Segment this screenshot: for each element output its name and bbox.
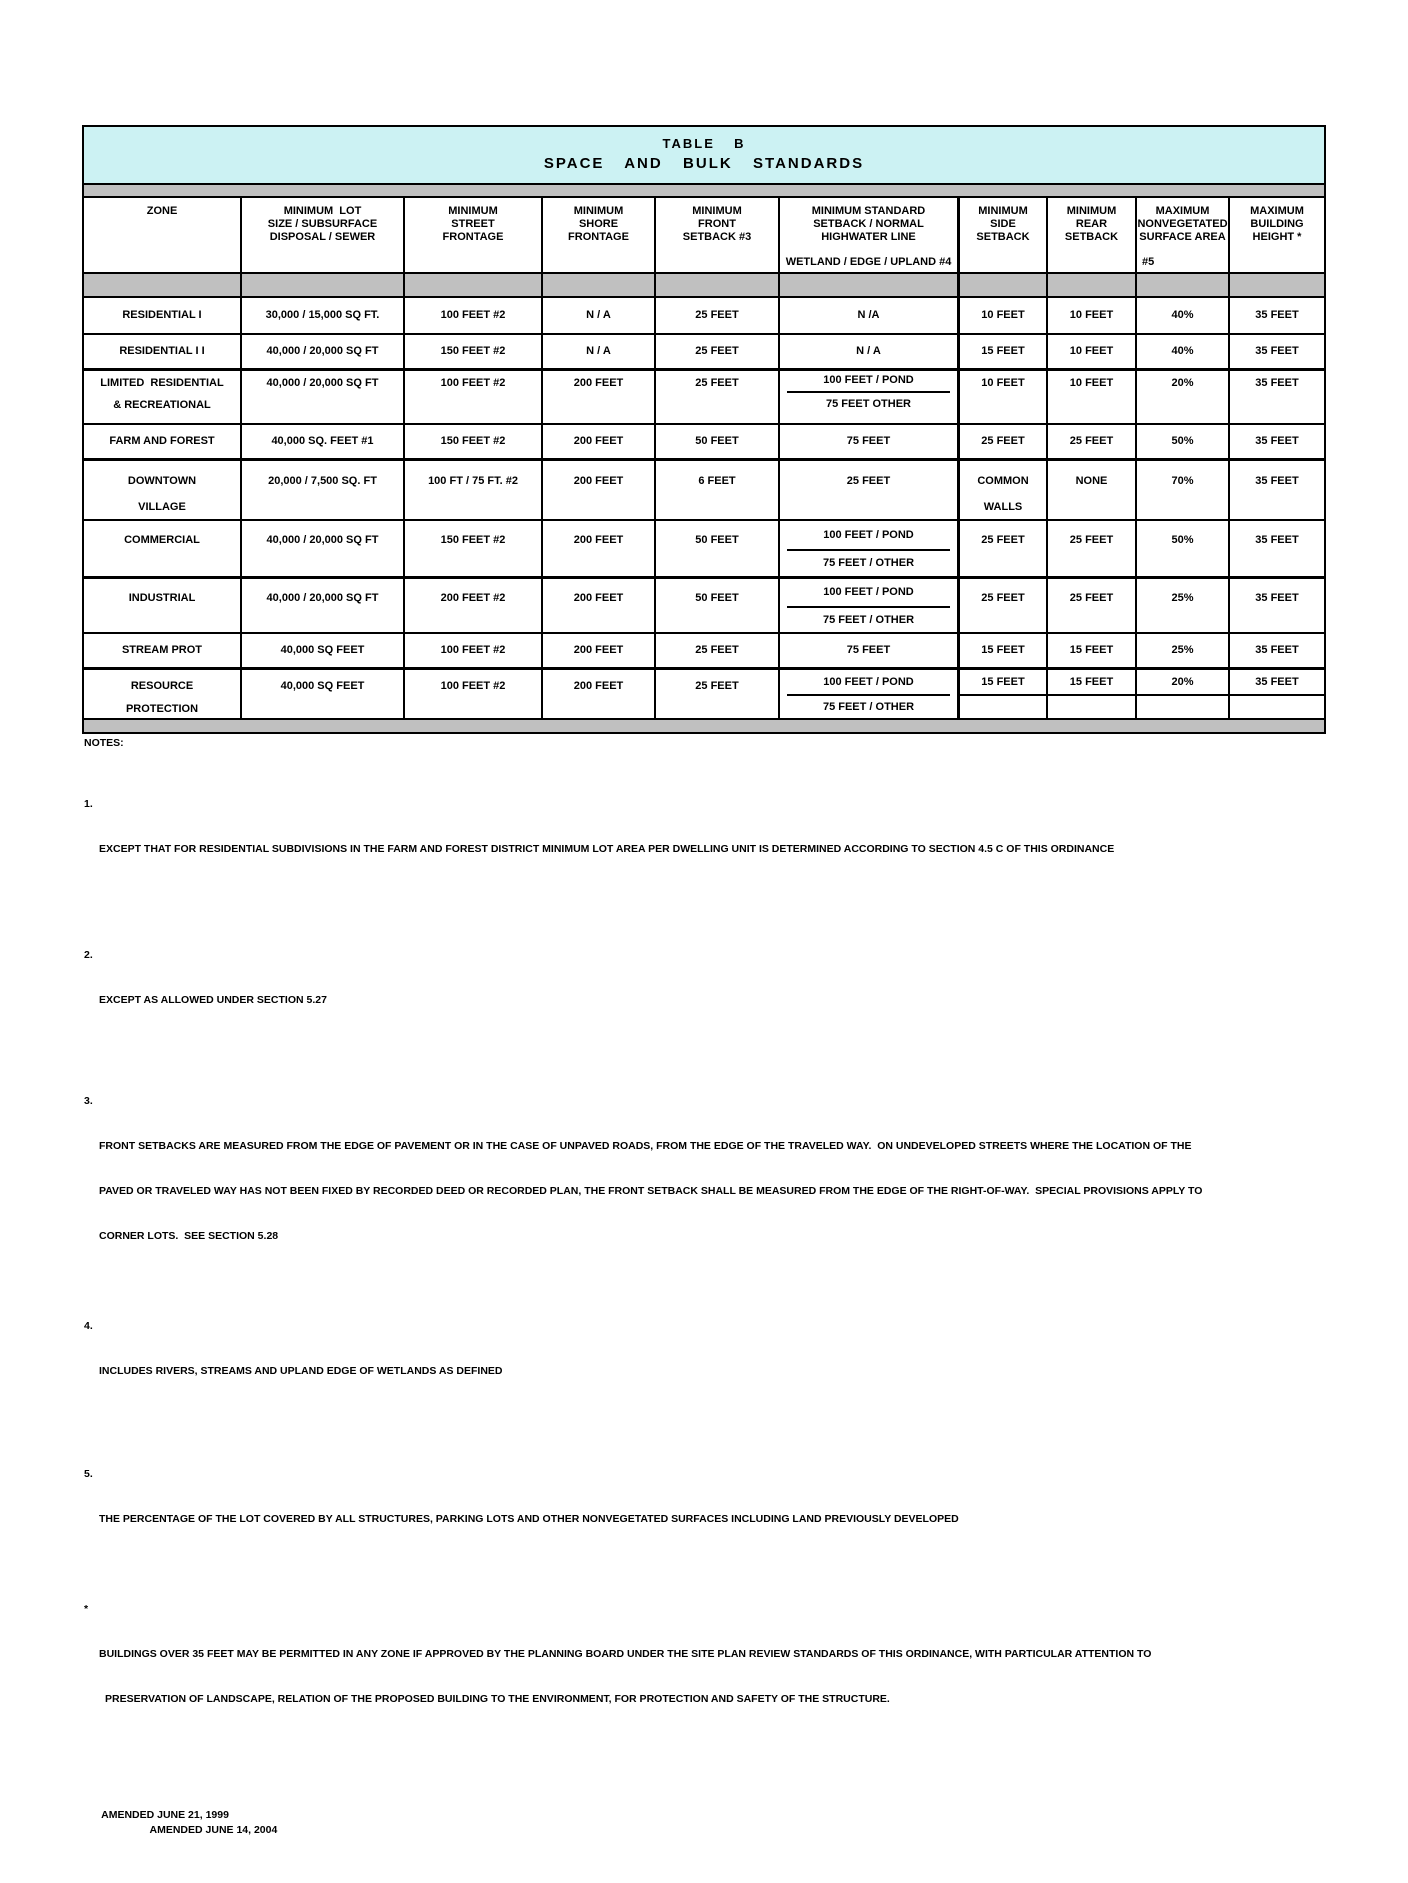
standard-setback-cell: 75 FEET	[780, 425, 960, 458]
lot-cell: 40,000 SQ FEET	[242, 634, 405, 667]
rear-cell: 15 FEET	[1048, 670, 1137, 718]
nonveg-cell: 25%	[1137, 634, 1230, 667]
rear-cell: 10 FEET	[1048, 335, 1137, 368]
lot-cell: 30,000 / 15,000 SQ FT.	[242, 298, 405, 333]
zone-cell: FARM AND FOREST	[84, 425, 242, 458]
side-cell: 15 FEET	[960, 670, 1048, 718]
note-1: 1. EXCEPT THAT FOR RESIDENTIAL SUBDIVISIONS IN THE FARM AND FOREST DISTRICT MINIMUM LOT AREA PER DWELLING UNIT IS DETERMINED ACCORDING TO SECTION 4.5 C OF THIS ORDINANCE	[84, 798, 1115, 855]
col-header-min-street-frontage: MINIMUM STREET FRONTAGE	[405, 198, 543, 272]
street-cell: 150 FEET #2	[405, 335, 543, 368]
shore-cell: 200 FEET	[543, 461, 656, 519]
standard-setback-cell: 100 FEET / POND 75 FEET / OTHER	[780, 579, 960, 632]
side-cell: 25 FEET	[960, 521, 1048, 576]
street-cell: 100 FEET #2	[405, 371, 543, 423]
rear-cell: 15 FEET	[1048, 634, 1137, 667]
note-4: 4. INCLUDES RIVERS, STREAMS AND UPLAND EDGE OF WETLANDS AS DEFINED	[84, 1320, 503, 1377]
height-cell: 35 FEET	[1255, 434, 1299, 447]
nonveg-cell: 70%	[1137, 461, 1230, 519]
table-row-industrial	[84, 579, 1324, 634]
shore-cell: 200 FEET	[543, 521, 656, 576]
amended-line	[84, 1793, 1202, 1853]
front-cell: 6 FEET	[656, 461, 780, 519]
table-row-stream-prot	[84, 634, 1324, 670]
side-cell: 10 FEET	[960, 298, 1048, 333]
standard-setback-cell: 100 FEET / POND 75 FEET / OTHER	[780, 670, 960, 718]
rear-cell: NONE	[1048, 461, 1137, 519]
table-title-line1: TABLE B	[662, 136, 746, 151]
col-header-min-rear-setback: MINIMUM REAR SETBACK	[1048, 198, 1137, 272]
street-cell: 100 FEET #2	[405, 670, 543, 718]
col-header-zone: ZONE	[84, 198, 242, 272]
space-and-bulk-standards-table	[82, 125, 1326, 734]
shore-cell: 200 FEET	[543, 579, 656, 632]
shore-cell: 200 FEET	[543, 425, 656, 458]
table-title-line2: SPACE AND BULK STANDARDS	[543, 155, 865, 172]
table-row-commercial	[84, 521, 1324, 579]
shore-cell: N / A	[543, 335, 656, 368]
front-cell: 25 FEET	[656, 371, 780, 423]
col-header-min-lot-size: MINIMUM LOT SIZE / SUBSURFACE DISPOSAL / SEWER	[242, 198, 405, 272]
footnote-5-marker: #5	[1142, 256, 1155, 268]
lot-cell: 20,000 / 7,500 SQ. FT	[242, 461, 405, 519]
table-row-downtown-village	[84, 461, 1324, 521]
front-cell: 25 FEET	[656, 670, 780, 718]
street-cell: 100 FEET #2	[405, 298, 543, 333]
height-cell: 35 FEET	[1255, 308, 1299, 321]
standard-setback-cell: 75 FEET	[780, 634, 960, 667]
table-row-limited-residential	[84, 371, 1324, 425]
height-cell: 35 FEET	[1255, 344, 1299, 357]
rear-cell: 10 FEET	[1048, 298, 1137, 333]
table-title-block	[84, 127, 1324, 185]
col-header-min-shore-frontage: MINIMUM SHORE FRONTAGE	[543, 198, 656, 272]
side-cell: 15 FEET	[960, 634, 1048, 667]
note-3: 3. FRONT SETBACKS ARE MEASURED FROM THE EDGE OF PAVEMENT OR IN THE CASE OF UNPAVED ROADS, FROM THE EDGE OF THE TRAVELED WAY. ON UNDEVELOPED STREETS WHERE THE LOCATION OF THE PAVED OR TRAVELED WAY HAS NOT BEEN FIXED BY RECORDED DEED OR RECORDED PLAN, THE FRONT SETBACK SHALL BE MEASURED FROM THE EDGE OF THE RIGHT-OF-WAY. SPECIAL PROVISIONS APPLY TO CORNER LOTS. SEE SECTION 5.28	[84, 1095, 1203, 1242]
note-star: * BUILDINGS OVER 35 FEET MAY BE PERMITTED IN ANY ZONE IF APPROVED BY THE PLANNING BOARD UNDER THE SITE PLAN REVIEW STANDARDS OF THIS ORDINANCE, WITH PARTICULAR ATTENTION TO PRESERVATION OF LANDSCAPE, RELATION OF THE PROPOSED BUILDING TO THE ENVIRONMENT, FOR PROTECTION AND SAFETY OF THE STRUCTURE.	[84, 1603, 1152, 1705]
lot-cell: 40,000 / 20,000 SQ FT	[242, 335, 405, 368]
front-cell: 25 FEET	[656, 335, 780, 368]
front-cell: 25 FEET	[656, 298, 780, 333]
notes-heading: NOTES:	[84, 737, 124, 749]
table-row-residential-2	[84, 335, 1324, 371]
side-cell: 25 FEET	[960, 579, 1048, 632]
front-cell: 50 FEET	[656, 425, 780, 458]
table-header-row	[84, 198, 1324, 274]
shore-cell: N / A	[543, 298, 656, 333]
street-cell: 100 FT / 75 FT. #2	[405, 461, 543, 519]
rear-cell: 10 FEET	[1048, 371, 1137, 423]
nonveg-cell: 50%	[1137, 425, 1230, 458]
standard-setback-cell: 100 FEET / POND 75 FEET / OTHER	[780, 521, 960, 576]
note-5: 5. THE PERCENTAGE OF THE LOT COVERED BY ALL STRUCTURES, PARKING LOTS AND OTHER NONVEGETATED SURFACES INCLUDING LAND PREVIOUSLY DEVELOPED	[84, 1468, 959, 1525]
street-cell: 150 FEET #2	[405, 425, 543, 458]
height-cell: 35 FEET	[1255, 643, 1299, 656]
amended-date-2: AMENDED JUNE 14, 2004	[149, 1824, 278, 1836]
standard-setback-cell: 25 FEET	[780, 461, 960, 519]
standard-setback-cell: N / A	[780, 335, 960, 368]
col-header-min-front-setback: MINIMUM FRONT SETBACK #3	[656, 198, 780, 272]
note-2: 2. EXCEPT AS ALLOWED UNDER SECTION 5.27	[84, 949, 327, 1006]
rear-cell: 25 FEET	[1048, 425, 1137, 458]
height-cell: 35 FEET	[1230, 670, 1324, 718]
zone-cell: COMMERCIAL	[84, 521, 242, 576]
amended-date-1: AMENDED JUNE 21, 1999	[101, 1809, 229, 1821]
lot-cell: 40,000 SQ FEET	[242, 670, 405, 718]
height-cell: 35 FEET	[1255, 534, 1299, 546]
lot-cell: 40,000 SQ. FEET #1	[242, 425, 405, 458]
zone-cell: RESOURCE PROTECTION	[84, 670, 242, 718]
side-cell: 10 FEET	[960, 371, 1048, 423]
front-cell: 50 FEET	[656, 579, 780, 632]
col-header-max-building-height: MAXIMUM BUILDING HEIGHT *	[1250, 205, 1304, 243]
side-cell: 25 FEET	[960, 425, 1048, 458]
nonveg-cell: 40%	[1137, 298, 1230, 333]
zone-cell: INDUSTRIAL	[84, 579, 242, 632]
lot-cell: 40,000 / 20,000 SQ FT	[242, 521, 405, 576]
wetland-edge-upland-note: WETLAND / EDGE / UPLAND #4	[785, 256, 952, 268]
standard-setback-cell: 100 FEET / POND 75 FEET OTHER	[780, 371, 960, 423]
shore-cell: 200 FEET	[543, 670, 656, 718]
col-header-min-standard-setback: MINIMUM STANDARD SETBACK / NORMAL HIGHWATER LINE WETLAND / EDGE / UPLAND #4	[780, 198, 960, 272]
front-cell: 50 FEET	[656, 521, 780, 576]
shore-cell: 200 FEET	[543, 634, 656, 667]
shore-cell: 200 FEET	[543, 371, 656, 423]
separator-band-top	[84, 185, 1324, 198]
nonveg-cell: 20%	[1137, 670, 1230, 718]
zone-cell: DOWNTOWN VILLAGE	[84, 461, 242, 519]
rear-cell: 25 FEET	[1048, 521, 1137, 576]
nonveg-cell: 40%	[1137, 335, 1230, 368]
table-row-residential-1	[84, 298, 1324, 335]
lot-cell: 40,000 / 20,000 SQ FT	[242, 371, 405, 423]
zone-cell: RESIDENTIAL I I	[84, 335, 242, 368]
side-cell: COMMON WALLS	[960, 461, 1048, 519]
zone-cell: RESIDENTIAL I	[84, 298, 242, 333]
height-cell: 35 FEET	[1255, 377, 1299, 389]
zone-cell: LIMITED RESIDENTIAL & RECREATIONAL	[84, 371, 242, 423]
standard-setback-cell: N /A	[780, 298, 960, 333]
table-row-farm-and-forest	[84, 425, 1324, 461]
zone-cell: STREAM PROT	[84, 634, 242, 667]
street-cell: 150 FEET #2	[405, 521, 543, 576]
front-cell: 25 FEET	[656, 634, 780, 667]
nonveg-cell: 50%	[1137, 521, 1230, 576]
lot-cell: 40,000 / 20,000 SQ FT	[242, 579, 405, 632]
col-header-min-side-setback: MINIMUM SIDE SETBACK	[960, 198, 1048, 272]
height-cell: 35 FEET	[1255, 475, 1299, 487]
street-cell: 200 FEET #2	[405, 579, 543, 632]
separator-band-header	[84, 274, 1324, 298]
nonveg-cell: 20%	[1137, 371, 1230, 423]
rear-cell: 25 FEET	[1048, 579, 1137, 632]
nonveg-cell: 25%	[1137, 579, 1230, 632]
street-cell: 100 FEET #2	[405, 634, 543, 667]
col-header-max-nonvegetated-area: MAXIMUM NONVEGETATED SURFACE AREA #5	[1137, 198, 1230, 272]
notes-section	[84, 706, 1202, 1883]
side-cell: 15 FEET	[960, 335, 1048, 368]
height-cell: 35 FEET	[1255, 592, 1299, 604]
